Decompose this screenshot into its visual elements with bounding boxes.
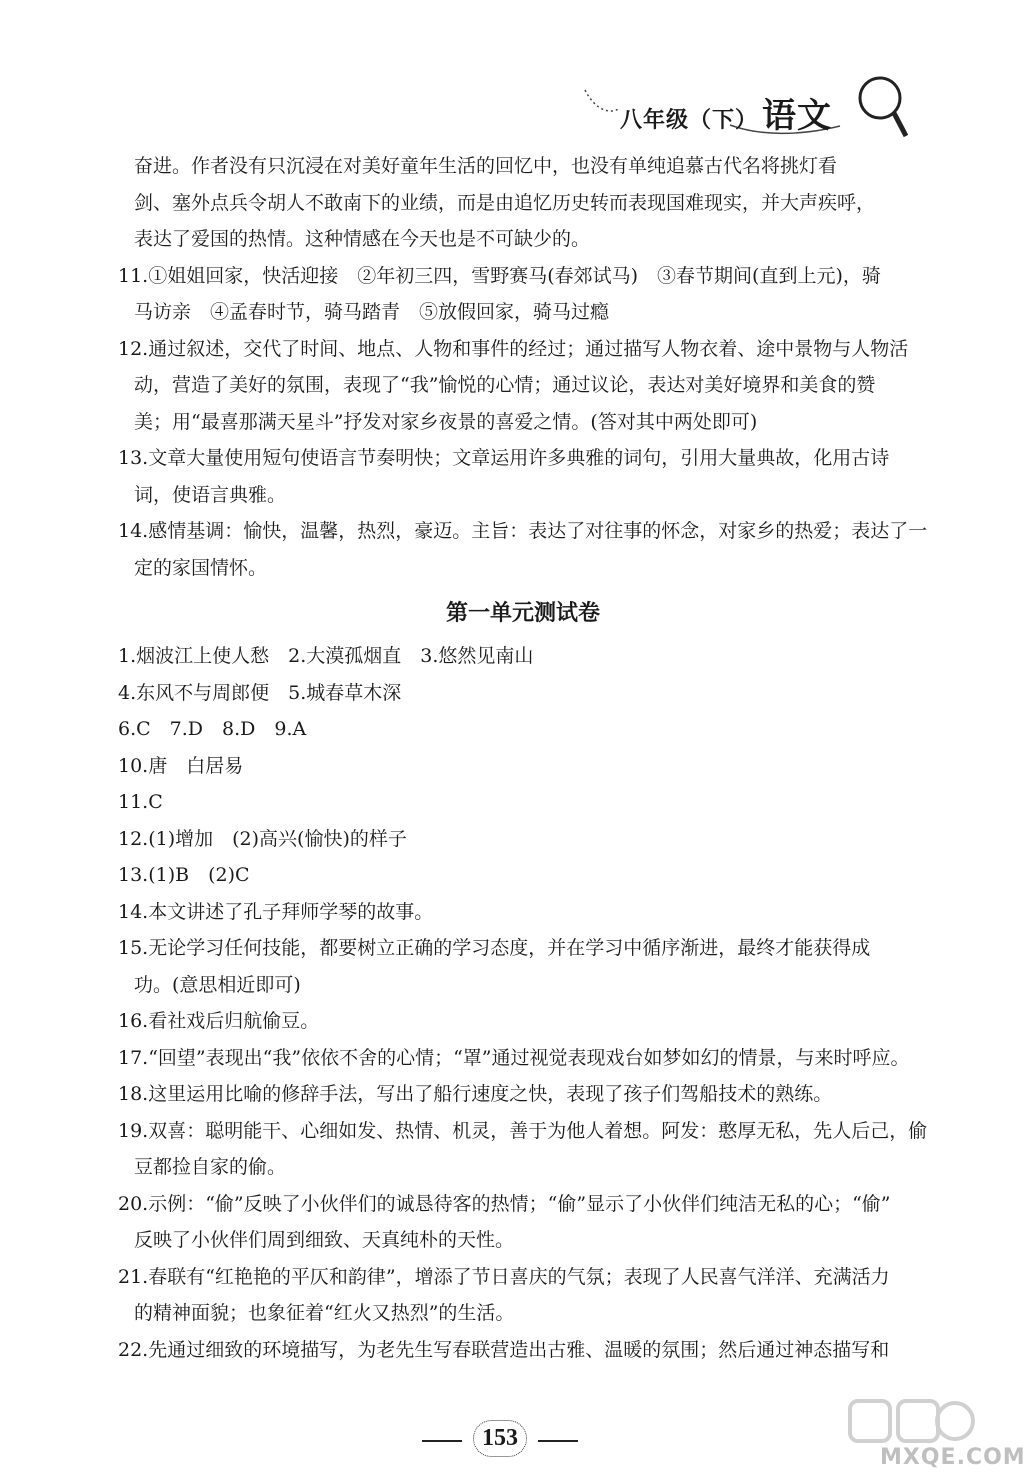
answer-line: 的精神面貌；也象征着“红火又热烈”的生活。 xyxy=(134,1302,515,1324)
answer-line: 15.无论学习任何技能，都要树立正确的学习态度，并在学习中循序渐进，最终才能获得成 xyxy=(118,937,871,959)
text-line: 表达了爱国的热情。这种情感在今天也是不可缺少的。 xyxy=(134,228,591,250)
grade-label: 八年级（下） xyxy=(620,108,759,133)
answer-line: 12.通过叙述，交代了时间、地点、人物和事件的经过；通过描写人物衣着、途中景物与人物活 xyxy=(118,337,909,360)
answer-line: 美；用“最喜那满天星斗”抒发对家乡夜景的喜爱之情。(答对其中两处即可) xyxy=(134,410,758,433)
text-line: 剑、塞外点兵令胡人不敢南下的业绩，而是由追忆历史转而表现国难现实，并大声疾呼， xyxy=(134,191,876,214)
answer-line: 1.烟波江上使人愁 2.大漠孤烟直 3.悠然见南山 xyxy=(118,645,534,667)
answer-line: 13.文章大量使用短句使语言节奏明快；文章运用许多典雅的词句，引用大量典故，化用古诗 xyxy=(118,447,890,469)
answer-line: 马访亲 ④孟春时节，骑马踏青 ⑤放假回家，骑马过瘾 xyxy=(134,301,610,323)
answer-line: 6.C 7.D 8.D 9.A xyxy=(118,718,307,740)
answer-line: 定的家国情怀。 xyxy=(134,556,268,579)
answer-line: 18.这里运用比喻的修辞手法，写出了船行速度之快，表现了孩子们驾船技术的熟练。 xyxy=(118,1083,833,1105)
watermark-logo xyxy=(820,1395,1026,1475)
answer-item xyxy=(118,258,928,331)
footer-rule-right xyxy=(538,1440,578,1442)
footer-rule-left xyxy=(422,1440,462,1442)
answer-line: 4.东风不与周郎便 5.城春草木深 xyxy=(118,681,402,704)
answer-line: 词，使语言典雅。 xyxy=(134,483,287,506)
subject-label: 语文 xyxy=(762,96,833,136)
answer-line: 反映了小伙伴们周到细致、天真纯朴的天性。 xyxy=(134,1229,515,1251)
answer-line: 功。(意思相近即可) xyxy=(134,973,301,996)
answers-top-list xyxy=(118,258,928,587)
answer-item xyxy=(118,331,928,441)
page-header xyxy=(580,70,910,150)
answer-line: 10.唐 白居易 xyxy=(118,754,244,777)
answer-line: 22.先通过细致的环境描写，为老先生写春联营造出古雅、温暖的氛围；然后通过神态描写和 xyxy=(118,1338,890,1361)
answer-line: 12.(1)增加 (2)高兴(愉快)的样子 xyxy=(118,827,407,850)
watermark-text: MXQE.COM xyxy=(880,1445,1026,1470)
answer-line: 14.本文讲述了孔子拜师学琴的故事。 xyxy=(118,900,434,923)
answer-line: 豆都捡自家的偷。 xyxy=(134,1156,287,1178)
answer-item xyxy=(118,513,928,586)
answer-line: 16.看社戏后归航偷豆。 xyxy=(118,1010,320,1032)
answer-line: 11.①姐姐回家，快活迎接 ②年初三四，雪野赛马(春郊试马) ③春节期间(直到上元)，骑 xyxy=(118,264,881,287)
answer-item xyxy=(118,440,928,513)
header-title xyxy=(620,88,832,137)
answer-line: 13.(1)B (2)C xyxy=(118,864,250,886)
answer-line: 21.春联有“红艳艳的平仄和韵律”，增添了节日喜庆的气氛；表现了人民喜气洋洋、充满活力 xyxy=(118,1265,890,1288)
page-content xyxy=(118,148,928,1368)
answer-line: 11.C xyxy=(118,791,163,813)
section-title: 第一单元测试卷 xyxy=(445,601,600,626)
answer-line: 20.示例：“偷”反映了小伙伴们的诚恳待客的热情；“偷”显示了小伙伴们纯洁无私的心；“偷” xyxy=(118,1192,891,1215)
answer-line: 19.双喜：聪明能干、心细如发、热情、机灵，善于为他人着想。阿发：憨厚无私，先人后己，偷 xyxy=(118,1119,928,1142)
answer-line: 14.感情基调：愉快，温馨，热烈，豪迈。主旨：表达了对往事的怀念，对家乡的热爱；表达了一 xyxy=(118,520,928,542)
page-number: 153 xyxy=(473,1420,527,1457)
intro-paragraph xyxy=(118,148,928,258)
answer-line: 动，营造了美好的氛围，表现了“我”愉悦的心情；通过议论，表达对美好境界和美食的赞 xyxy=(134,374,876,396)
answer-line: 17.“回望”表现出“我”依依不舍的心情；“罩”通过视觉表现戏台如梦如幻的情景，与来时呼应。 xyxy=(118,1046,910,1069)
text-line: 奋进。作者没有只沉浸在对美好童年生活的回忆中，也没有单纯追慕古代名将挑灯看 xyxy=(134,155,838,177)
answers-unit-list xyxy=(118,638,928,1368)
